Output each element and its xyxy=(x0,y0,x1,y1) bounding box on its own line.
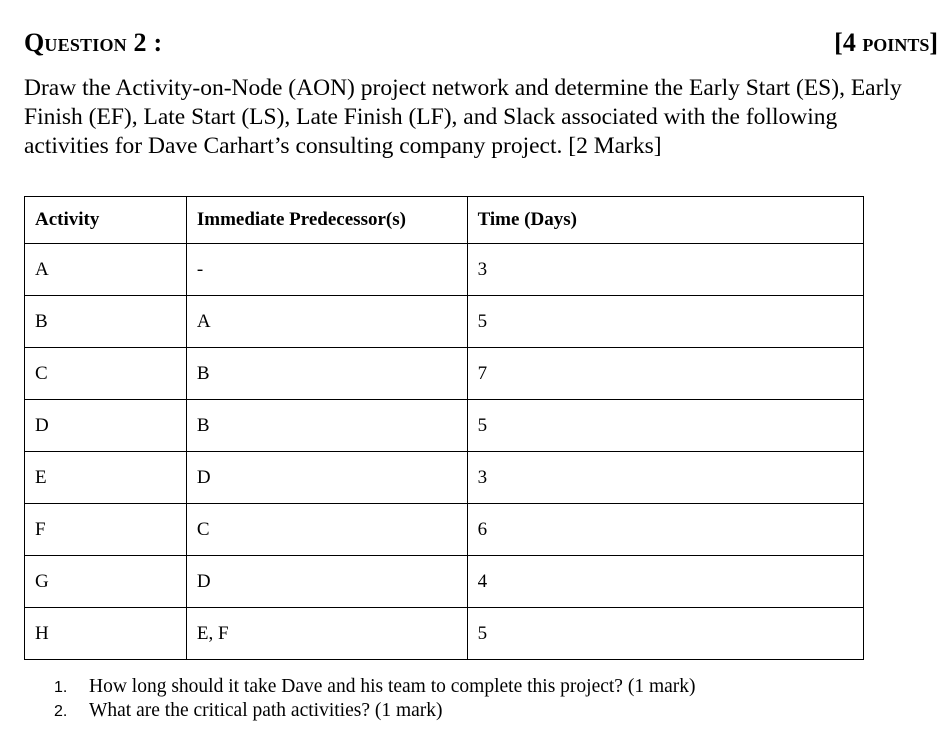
cell-time: 7 xyxy=(467,348,863,400)
list-item-number: 1. xyxy=(54,679,68,696)
question-points: [4 points] xyxy=(834,28,938,57)
cell-activity: D xyxy=(25,400,187,452)
list-item xyxy=(54,699,696,723)
cell-predecessors: D xyxy=(186,556,467,608)
cell-predecessors: - xyxy=(186,244,467,296)
cell-time: 4 xyxy=(467,556,863,608)
cell-time: 6 xyxy=(467,504,863,556)
cell-time: 5 xyxy=(467,400,863,452)
cell-predecessors: A xyxy=(186,296,467,348)
list-item xyxy=(54,675,696,699)
table-row xyxy=(25,244,864,296)
column-header-predecessors: Immediate Predecessor(s) xyxy=(186,197,467,244)
cell-activity: A xyxy=(25,244,187,296)
cell-time: 3 xyxy=(467,244,863,296)
cell-activity: H xyxy=(25,608,187,660)
table-row xyxy=(25,556,864,608)
list-item-text: How long should it take Dave and his team to complete this project? (1 mark) xyxy=(89,676,696,697)
cell-predecessors: E, F xyxy=(186,608,467,660)
table-row xyxy=(25,504,864,556)
table-row xyxy=(25,348,864,400)
instructions-text: Draw the Activity-on-Node (AON) project network and determine the Early Start (ES), Early Finish (EF), Late Start (LS), Late Finish (LF), and Slack associated with the following activities for Dave Carhart’s consulting company project. [2 Marks] xyxy=(24,75,902,159)
list-item-number: 2. xyxy=(54,703,68,720)
table-row xyxy=(25,452,864,504)
cell-predecessors: B xyxy=(186,400,467,452)
table-row xyxy=(25,296,864,348)
cell-activity: E xyxy=(25,452,187,504)
cell-time: 5 xyxy=(467,608,863,660)
column-header-time: Time (Days) xyxy=(467,197,863,244)
table-row xyxy=(25,400,864,452)
question-title: Question 2 : xyxy=(24,28,163,57)
question-list xyxy=(54,675,696,723)
cell-activity: F xyxy=(25,504,187,556)
table-header-row xyxy=(25,197,864,244)
cell-activity: G xyxy=(25,556,187,608)
column-header-activity: Activity xyxy=(25,197,187,244)
list-item-text: What are the critical path activities? (1 mark) xyxy=(89,700,443,721)
cell-time: 5 xyxy=(467,296,863,348)
cell-activity: C xyxy=(25,348,187,400)
cell-predecessors: D xyxy=(186,452,467,504)
cell-time: 3 xyxy=(467,452,863,504)
cell-predecessors: C xyxy=(186,504,467,556)
cell-predecessors: B xyxy=(186,348,467,400)
table-row xyxy=(25,608,864,660)
question-header xyxy=(24,28,938,62)
activity-table xyxy=(24,196,864,660)
cell-activity: B xyxy=(25,296,187,348)
